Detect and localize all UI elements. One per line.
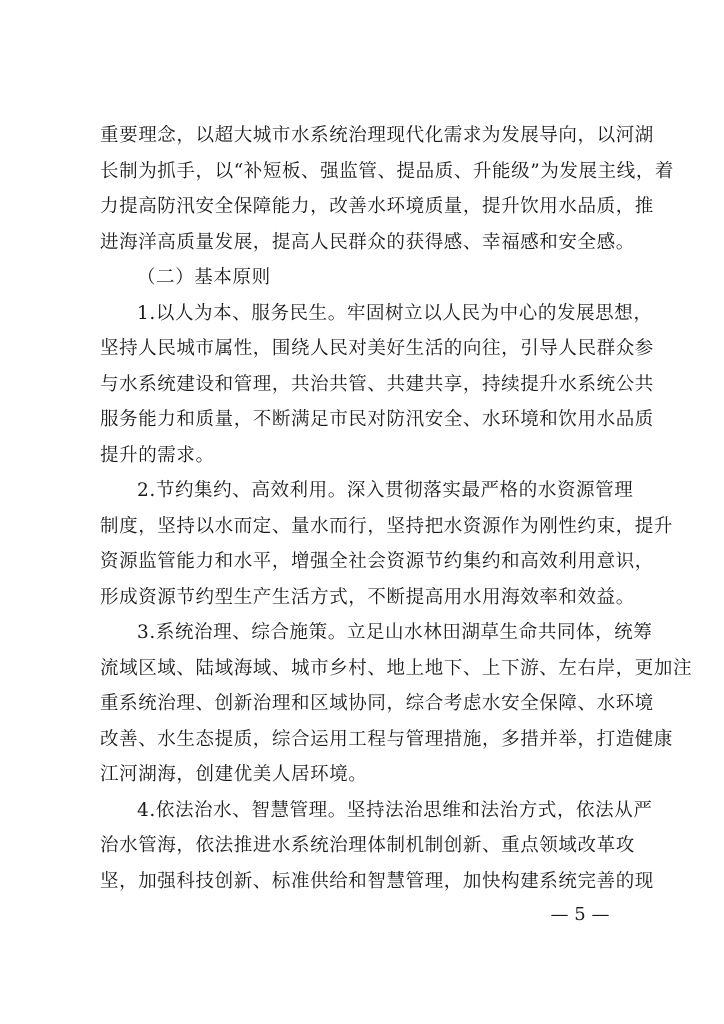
text-line: 流域区域、陆域海域、城市乡村、地上地下、上下游、左右岸，更加注 <box>100 657 693 679</box>
text-line: 制度，坚持以水而定、量水而行，坚持把水资源作为刚性约束，提升 <box>100 515 674 537</box>
text-line: 重系统治理、创新治理和区域协同，综合考虑水安全保障、水环境 <box>100 693 654 714</box>
text-line: 坚持人民城市属性，围绕人民对美好生活的向往，引导人民群众参 <box>100 338 654 359</box>
paragraph-principle-3 <box>100 615 693 793</box>
text-line: 进海洋高质量发展，提高人民群众的获得感、幸福感和安全感。 <box>100 231 635 253</box>
text-line: 重要理念，以超大城市水系统治理现代化需求为发展导向，以河湖 <box>100 125 654 146</box>
text-line: 治水管海，依法推进水系统治理体制机制创新、重点领域改革攻 <box>100 835 635 856</box>
text-line: 力提高防汛安全保障能力，改善水环境质量，提升饮用水品质，推 <box>100 196 654 217</box>
text-line: 4.依法治水、智慧管理。坚持法治思维和法治方式，依法从严 <box>137 799 653 821</box>
page-number: — 5 — <box>550 904 610 925</box>
text-line: 提升的需求。 <box>100 444 215 466</box>
text-line: 与水系统建设和管理，共治共管、共建共享，持续提升水系统公共 <box>100 373 654 395</box>
body-text <box>100 118 693 899</box>
text-line: 江河湖海，创建优美人居环境。 <box>100 764 368 785</box>
text-line: 长制为抓手，以“补短板、强监管、提品质、升能级”为发展主线，着 <box>100 160 675 182</box>
paragraph-principle-1 <box>100 296 654 474</box>
paragraph-concept <box>100 118 675 260</box>
text-line: 改善、水生态提质，综合运用工程与管理措施，多措并举，打造健康 <box>100 728 674 750</box>
paragraph-principle-2 <box>100 473 674 615</box>
text-line: 坚，加强科技创新、标准供给和智慧管理，加快构建系统完善的现 <box>100 870 654 892</box>
text-line: 3.系统治理、综合施策。立足山水林田湖草生命共同体，统筹 <box>137 622 653 643</box>
text-line: 资源监管能力和水平，增强全社会资源节约集约和高效利用意识， <box>100 551 654 572</box>
text-line: 服务能力和质量，不断满足市民对防汛安全、水环境和饮用水品质 <box>100 409 654 430</box>
text-line: 2.节约集约、高效利用。深入贯彻落实最严格的水资源管理 <box>137 480 634 501</box>
paragraph-principle-4 <box>100 793 654 900</box>
text-line: 1.以人为本、服务民生。牢固树立以人民为中心的发展思想， <box>137 302 653 324</box>
text-line: 形成资源节约型生产生活方式，不断提高用水用海效率和效益。 <box>100 586 635 608</box>
section-heading: （二）基本原则 <box>137 267 271 288</box>
